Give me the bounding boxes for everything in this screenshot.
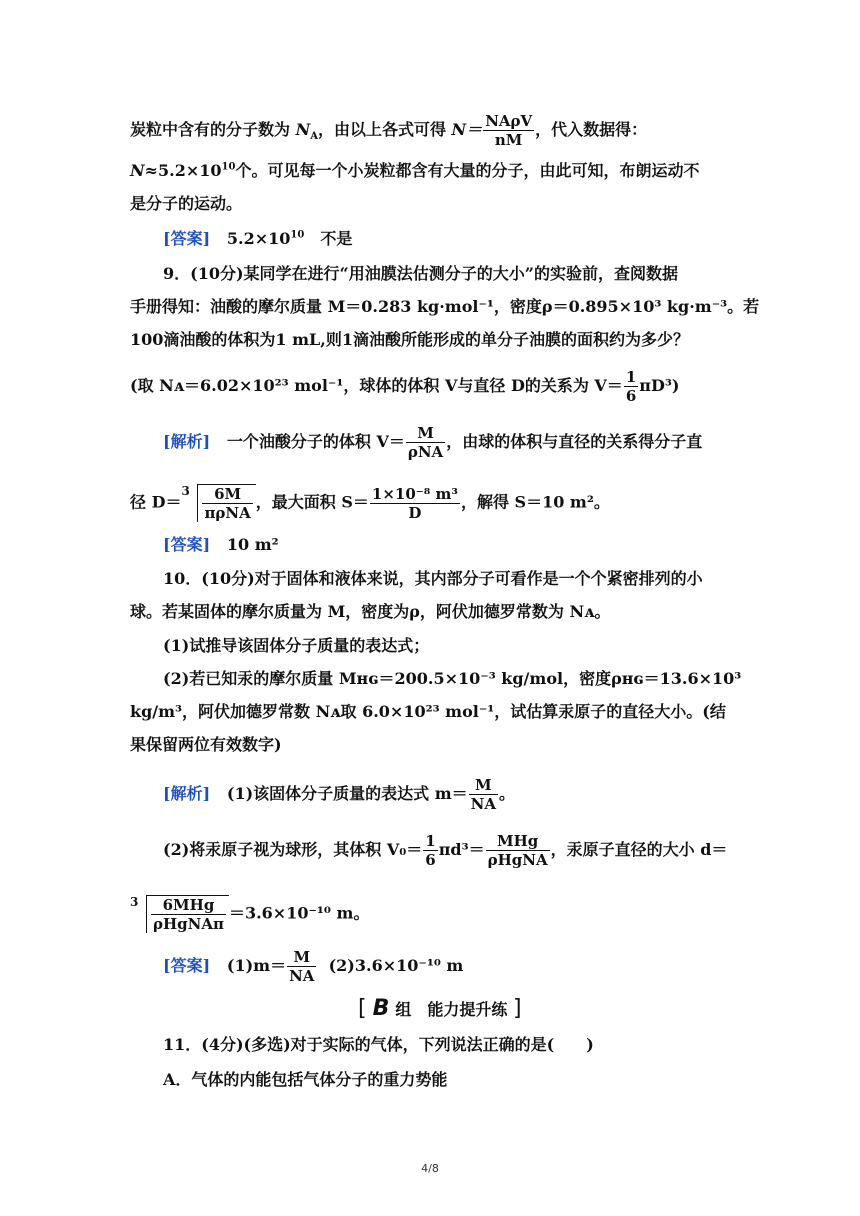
q9-analysis-2 <box>130 484 735 522</box>
cube-root <box>181 484 255 522</box>
fraction-denominator: πρNA <box>204 504 251 522</box>
fraction-N <box>483 112 534 149</box>
fraction-S <box>370 485 460 522</box>
q10-analysis-1 <box>163 776 768 813</box>
analysis-text: ，由球的体积与直径的关系得分子直 <box>446 432 703 451</box>
q8-text: 炭粒中含有的分子数为 <box>130 120 296 139</box>
q10-line-1: 10．(10分)对于固体和液体来说，其内部分子可看作是一个个紧密排列的小 <box>163 569 703 588</box>
fraction-denominator: 6 <box>625 387 637 405</box>
fraction-denominator: NA <box>470 795 497 813</box>
section-letter: B <box>372 996 390 1021</box>
analysis-tag: [解析] <box>163 784 211 803</box>
q10-answer <box>163 948 768 985</box>
analysis-text: ，解得 S＝10 m²。 <box>460 492 610 512</box>
q9-line-1: 9．(10分)某同学在进行“用油膜法估测分子的大小”的实验前，查阅数据 <box>163 264 678 283</box>
q10-line-3: (1)试推导该固体分子质量的表达式； <box>163 636 430 655</box>
fraction-denominator: D <box>408 503 422 522</box>
section-header-b <box>358 996 522 1021</box>
fraction-one-sixth <box>624 368 638 405</box>
root-index: 3 <box>181 484 190 498</box>
q10-analysis-3 <box>130 895 735 933</box>
analysis-text: 。 <box>499 784 516 803</box>
q9-answer <box>163 534 768 556</box>
fraction-denominator: 6 <box>425 851 436 869</box>
formula-lhs: N＝ <box>451 120 483 139</box>
analysis-text: ，汞原子直径的大小 d＝ <box>550 840 728 859</box>
fraction-denominator: NA <box>289 967 315 985</box>
q9-line-4 <box>130 368 735 405</box>
q9-line-2: 手册得知：油酸的摩尔质量 M＝0.283 kg·mol⁻¹，密度ρ＝0.895×10³ kg·m⁻³。若 <box>130 297 760 316</box>
answer-tag: [答案] <box>163 956 211 975</box>
fraction-denominator: ρHgNA <box>487 851 548 869</box>
cube-root <box>130 895 229 933</box>
formula-symbol: N <box>295 120 311 139</box>
answer-text: (2)3.6×10⁻¹⁰ m <box>328 956 464 975</box>
formula-symbol: N <box>130 161 145 180</box>
fraction-numerator: 6M <box>202 485 252 504</box>
exponent: 10 <box>290 229 305 241</box>
q8-line-1 <box>130 112 735 149</box>
fraction-M-rhoNA <box>406 424 445 461</box>
section-bracket: ] <box>512 996 522 1021</box>
q8-text: ，由以上各式可得 <box>317 120 452 139</box>
answer-text: 5.2×10 <box>226 229 291 248</box>
fraction-M-NA <box>287 948 316 985</box>
q9-analysis-1 <box>163 424 768 461</box>
answer-text: 10 m² <box>226 535 279 554</box>
fraction-MHg <box>486 832 550 869</box>
analysis-text: (1)该固体分子质量的表达式 m＝ <box>226 784 468 803</box>
fraction-numerator: 6MHg <box>151 896 226 915</box>
analysis-text: ，最大面积 S＝ <box>255 492 369 512</box>
q10-line-4: (2)若已知汞的摩尔质量 Mʜɢ＝200.5×10⁻³ kg/mol，密度ρʜɢ＝13.6×10³ <box>163 669 742 688</box>
analysis-text: 径 D＝ <box>130 492 182 512</box>
analysis-tag: [解析] <box>163 432 211 451</box>
q9-text: (取 Nᴀ＝6.02×10²³ mol⁻¹，球体的体积 V与直径 D的关系为 V＝ <box>130 376 623 395</box>
fraction-6M <box>202 485 252 522</box>
page-number: 4/8 <box>421 1162 439 1175</box>
answer-text: 不是 <box>304 229 353 248</box>
root-index: 3 <box>130 895 139 909</box>
fraction-M-NA <box>469 776 498 813</box>
fraction-numerator: 1 <box>425 832 436 850</box>
analysis-text: πd³＝ <box>438 840 485 859</box>
fraction-6MHg <box>151 896 226 933</box>
section-title: 组 能力提升练 <box>395 1000 508 1019</box>
q10-line-5: kg/m³，阿伏加德罗常数 Nᴀ取 6.0×10²³ mol⁻¹，试估算汞原子的直径大小。(结 <box>130 702 726 721</box>
fraction-denominator: ρHgNAπ <box>153 915 224 933</box>
formula-subscript: A <box>310 131 318 143</box>
q8-line-2 <box>130 160 735 182</box>
fraction-numerator: MHg <box>486 832 550 851</box>
q11-option-a: A．气体的内能包括气体分子的重力势能 <box>163 1070 448 1089</box>
q11-line-1: 11．(4分)(多选)对于实际的气体，下列说法正确的是( ) <box>163 1035 594 1054</box>
q8-text: ≈5.2×10 <box>144 161 222 180</box>
fraction-numerator: M <box>287 948 316 967</box>
q9-text: πD³) <box>639 376 680 395</box>
analysis-text: ＝3.6×10⁻¹⁰ m。 <box>228 903 370 923</box>
q10-line-6: 果保留两位有效数字) <box>130 735 282 754</box>
q8-text: 个。可见每一个小炭粒都含有大量的分子，由此可知，布朗运动不 <box>235 161 700 180</box>
fraction-one-sixth <box>423 832 437 869</box>
q10-analysis-2 <box>163 832 768 869</box>
fraction-denominator: nM <box>494 131 523 149</box>
q8-text: ，代入数据得： <box>535 120 648 139</box>
exponent: 10 <box>221 161 236 173</box>
fraction-numerator: 1×10⁻⁸ m³ <box>371 484 458 503</box>
answer-tag: [答案] <box>163 229 211 248</box>
fraction-numerator: NAρV <box>485 112 533 130</box>
analysis-text: (2)将汞原子视为球形，其体积 V₀＝ <box>163 840 423 859</box>
fraction-numerator: M <box>406 424 445 443</box>
analysis-text: 一个油酸分子的体积 V＝ <box>226 432 405 451</box>
fraction-denominator: ρNA <box>407 443 444 461</box>
fraction-numerator: 1 <box>625 368 637 386</box>
q10-line-2: 球。若某固体的摩尔质量为 M，密度为ρ，阿伏加德罗常数为 Nᴀ。 <box>130 602 611 621</box>
q8-answer <box>163 228 768 250</box>
section-bracket: [ <box>358 996 367 1021</box>
q9-line-3: 100滴油酸的体积为1 mL,则1滴油酸所能形成的单分子油膜的面积约为多少？ <box>130 330 689 349</box>
fraction-numerator: M <box>469 776 498 795</box>
answer-text: (1)m＝ <box>226 956 287 975</box>
answer-tag: [答案] <box>163 535 211 554</box>
q8-line-3: 是分子的运动。 <box>130 194 243 213</box>
